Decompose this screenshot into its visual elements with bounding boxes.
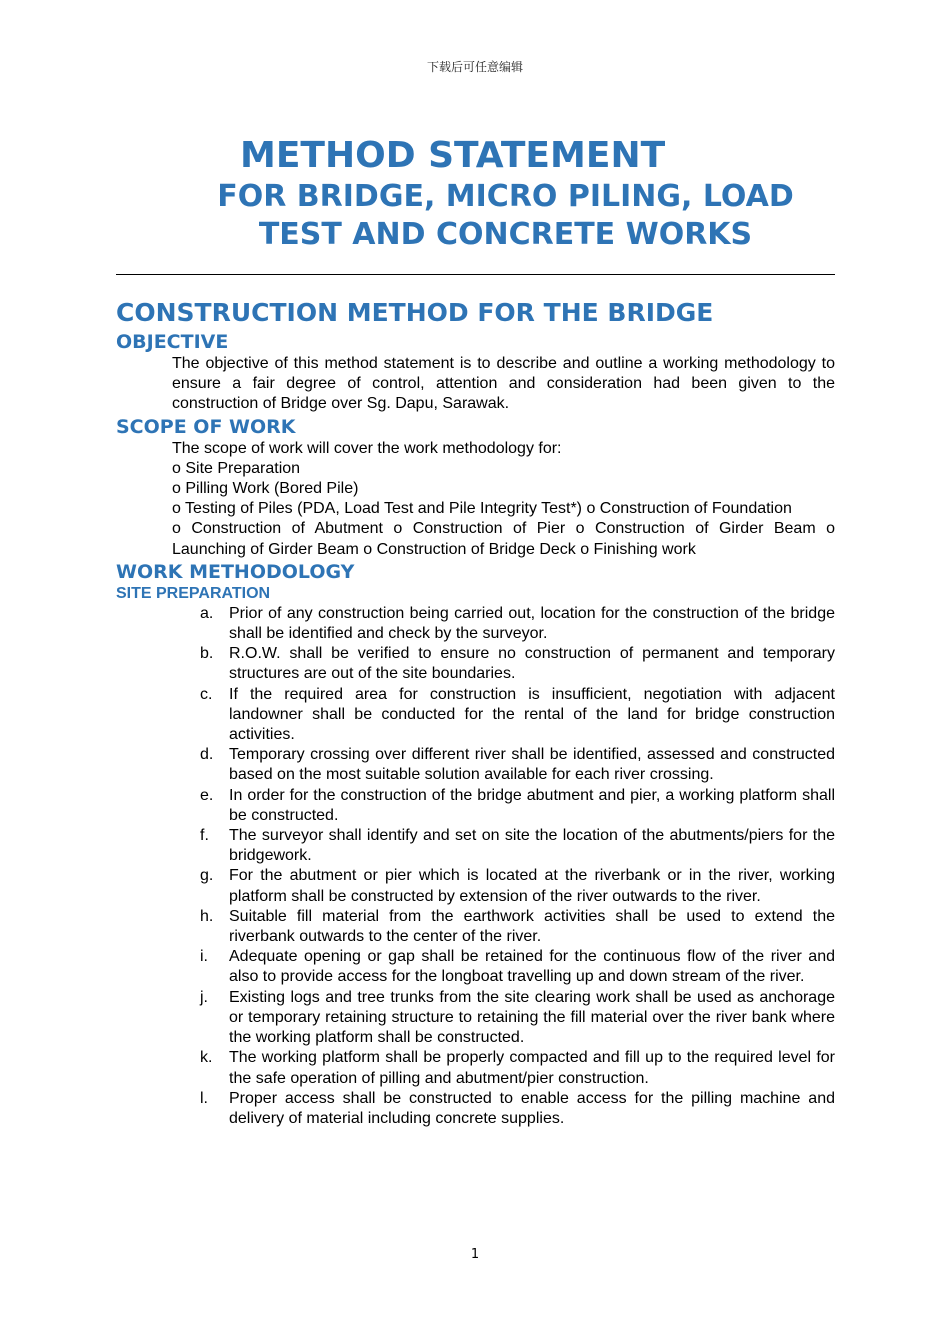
list-marker: e. <box>200 786 214 804</box>
title-divider <box>116 274 835 275</box>
list-item-text: For the abutment or pier which is located at the riverbank or in the river, working platform shall be constructed by extension of the river outwards to the river. <box>229 867 835 905</box>
list-item-text: Suitable fill material from the earthwork activities shall be used to extend the riverbank outwards to the center of the river. <box>229 907 835 946</box>
list-item <box>116 786 835 826</box>
list-item <box>116 1089 835 1129</box>
site-preparation-heading: SITE PREPARATION <box>116 584 271 602</box>
list-item <box>116 907 835 947</box>
title-sub-line-1: FOR BRIDGE, MICRO PILING, LOAD <box>217 179 794 214</box>
list-item <box>116 644 835 684</box>
section-heading: CONSTRUCTION METHOD FOR THE BRIDGE <box>116 298 714 327</box>
scope-line: o Testing of Piles (PDA, Load Test and Pile Integrity Test*) o Construction of Foundation <box>172 500 792 518</box>
list-item-text: Prior of any construction being carried out, location for the construction of the bridge shall be identified and check by the surveyor. <box>229 604 835 643</box>
list-item-text: R.O.W. shall be verified to ensure no construction of permanent and temporary structures are out of the site boundaries. <box>229 645 835 683</box>
document-title <box>116 134 835 254</box>
page-number: 1 <box>470 1247 480 1262</box>
list-marker: h. <box>200 907 214 925</box>
scope-intro: The scope of work will cover the work methodology for: <box>172 439 562 457</box>
scope-line: o Pilling Work (Bored Pile) <box>172 480 359 498</box>
scope-body <box>172 439 835 560</box>
list-item <box>116 685 835 746</box>
list-marker: d. <box>200 746 214 764</box>
list-marker: i. <box>200 948 208 966</box>
list-marker: k. <box>200 1049 213 1067</box>
title-main: METHOD STATEMENT <box>240 135 666 176</box>
list-item <box>116 604 835 644</box>
list-item-text: Adequate opening or gap shall be retained for the continuous flow of the river and also to provide access for the longboat travelling up and down stream of the river. <box>229 948 835 986</box>
list-marker: g. <box>200 867 214 885</box>
scope-heading: SCOPE OF WORK <box>116 415 296 438</box>
list-item-text: Temporary crossing over different river shall be identified, assessed and constructed based on the most suitable solution available for each river crossing. <box>229 746 835 784</box>
list-item <box>116 826 835 866</box>
list-item-text: The working platform shall be properly compacted and fill up to the required level for the safe operation of pilling and abutment/pier construction. <box>229 1049 835 1087</box>
list-item <box>116 947 835 987</box>
list-item-text: Proper access shall be constructed to enable access for the pilling machine and delivery of material including concrete supplies. <box>229 1089 835 1127</box>
list-marker: c. <box>200 685 213 703</box>
scope-line: o Site Preparation <box>172 459 301 477</box>
list-item-text: Existing logs and tree trunks from the site clearing work shall be used as anchorage or temporary retaining structure to retaining the fill material over the river bank where the working platform shall be constructed. <box>229 988 835 1047</box>
list-item-text: The surveyor shall identify and set on site the location of the abutments/piers for the bridgework. <box>229 827 835 865</box>
list-marker: b. <box>200 645 214 663</box>
title-sub-line-2: TEST AND CONCRETE WORKS <box>258 217 753 252</box>
list-item <box>116 1048 835 1088</box>
list-item <box>116 866 835 906</box>
list-marker: f. <box>200 827 209 845</box>
list-item-text: In order for the construction of the bridge abutment and pier, a working platform shall be constructed. <box>229 786 835 824</box>
list-marker: j. <box>200 988 208 1006</box>
scope-line: o Construction of Abutment o Construction of Pier o Construction of Girder Beam o Launching of Girder Beam o Construction of Bridge Deck o Finishing work <box>172 520 835 558</box>
list-item <box>116 988 835 1049</box>
document-body <box>116 296 835 1129</box>
objective-heading: OBJECTIVE <box>116 331 229 353</box>
list-marker: l. <box>200 1089 208 1107</box>
methodology-heading: WORK METHODOLOGY <box>116 560 355 583</box>
list-item <box>116 745 835 785</box>
list-marker: a. <box>200 604 214 622</box>
site-preparation-list <box>116 604 835 1129</box>
list-item-text: If the required area for construction is insufficient, negotiation with adjacent landowner shall be conducted for the rental of the land for bridge construction activities. <box>229 685 835 744</box>
page-header-text: 下载后可任意编辑 <box>426 60 523 74</box>
objective-text: The objective of this method statement is to describe and outline a working methodology to ensure a fair degree of control, attention and consideration had been given to the construction of Bridge over Sg. Dapu, Sarawak. <box>172 355 835 413</box>
